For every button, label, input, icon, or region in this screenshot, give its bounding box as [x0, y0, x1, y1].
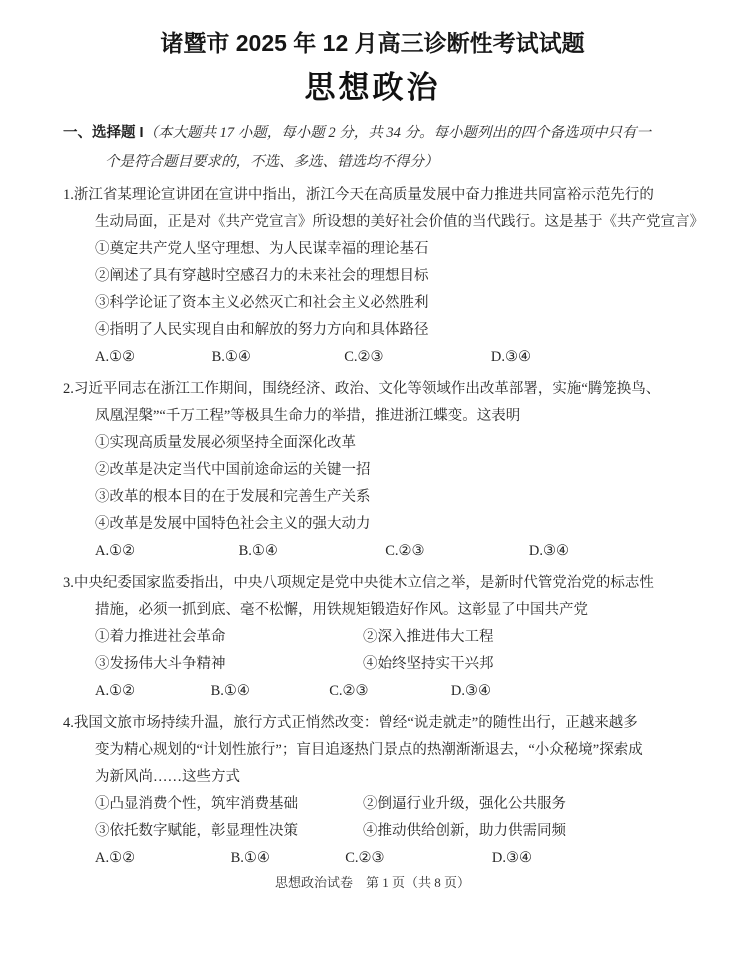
question-4-choices: [63, 845, 688, 872]
question-3-option-1: ①着力推进社会革命: [95, 629, 226, 645]
question-3-stem-line-2: 措施，必须一抓到底、毫不松懈，用铁规矩锻造好作风。这彰显了中国共产党: [95, 602, 588, 618]
question-2-choices: [63, 538, 688, 565]
question-1-choice-b: B.①④: [211, 349, 251, 365]
question-2-stem-line-2: 凤凰涅槃”“千万工程”等极具生命力的举措，推进浙江蝶变。这表明: [95, 408, 521, 424]
question-1-choice-d: D.③④: [490, 349, 531, 365]
question-1-option-4: ④指明了人民实现自由和解放的努力方向和具体路径: [95, 322, 429, 338]
question-2: [63, 376, 688, 565]
question-4: [63, 710, 688, 872]
question-4-option-1: ①凸显消费个性，筑牢消费基础: [95, 796, 298, 812]
question-1-option-2: ②阐述了具有穿越时空感召力的未来社会的理想目标: [95, 268, 429, 284]
question-3-option-row-2: [63, 651, 688, 678]
question-4-option-row-1: [63, 791, 688, 818]
exam-title: 诸暨市 2025 年 12 月高三诊断性考试试题: [160, 30, 585, 56]
section-heading: [63, 119, 688, 177]
question-3-option-row-1: [63, 624, 688, 651]
question-4-option-row-2: [63, 818, 688, 845]
question-1-option-1: ①奠定共产党人坚守理想、为人民谋幸福的理论基石: [95, 241, 429, 257]
question-4-option-4: ④推动供给创新，助力供需同频: [363, 823, 566, 839]
question-1-choice-a: A.①②: [95, 349, 136, 365]
question-4-stem-line-1: 4.我国文旅市场持续升温，旅行方式正悄然改变：曾经“说走就走”的随性出行，正越来越多: [63, 715, 638, 731]
exam-subject: 思想政治: [304, 70, 441, 105]
question-3-option-3: ③发扬伟大斗争精神: [95, 656, 226, 672]
question-3-choices: [63, 678, 688, 705]
question-2-option-3: ③改革的根本目的在于发展和完善生产关系: [95, 489, 371, 505]
question-4-choice-a: A.①②: [95, 850, 136, 866]
question-2-option-1: ①实现高质量发展必须坚持全面深化改革: [95, 435, 356, 451]
question-4-stem-line-2: 变为精心规划的“计划性旅行”；盲目追逐热门景点的热潮渐渐退去，“小众秘境”探索成: [95, 742, 643, 758]
question-4-choice-d: D.③④: [491, 850, 532, 866]
question-4-choice-b: B.①④: [230, 850, 270, 866]
section-label: 一、选择题 I: [63, 125, 144, 141]
section-instructions-line-2: 个是符合题目要求的，不选、多选、错选均不得分）: [105, 154, 439, 170]
question-3-choice-c: C.②③: [329, 683, 369, 699]
question-4-choice-c: C.②③: [345, 850, 385, 866]
section-instructions-line-1: （本大题共 17 小题，每小题 2 分，共 34 分。每小题列出的四个备选项中只有一: [143, 125, 652, 141]
question-1-stem-line-2: 生动局面，正是对《共产党宣言》所设想的美好社会价值的当代践行。这是基于《共产党宣言》: [95, 214, 704, 230]
question-3-option-2: ②深入推进伟大工程: [363, 629, 494, 645]
question-3-choice-d: D.③④: [450, 683, 491, 699]
question-1-option-3: ③科学论证了资本主义必然灭亡和社会主义必然胜利: [95, 295, 429, 311]
question-2-option-4: ④改革是发展中国特色社会主义的强大动力: [95, 516, 371, 532]
question-1-stem-line-1: 1.浙江省某理论宣讲团在宣讲中指出，浙江今天在高质量发展中奋力推进共同富裕示范先行的: [63, 187, 654, 203]
question-1-choices: [63, 344, 688, 371]
question-3-choice-a: A.①②: [95, 683, 136, 699]
question-1-choice-c: C.②③: [344, 349, 384, 365]
question-3-choice-b: B.①④: [210, 683, 250, 699]
question-4-stem-line-3: 为新风尚……这些方式: [95, 769, 240, 785]
question-4-option-2: ②倒逼行业升级，强化公共服务: [363, 796, 566, 812]
question-1: [63, 182, 704, 371]
question-2-choice-a: A.①②: [95, 543, 136, 559]
exam-body: [63, 119, 704, 872]
question-2-choice-b: B.①④: [238, 543, 278, 559]
question-2-choice-d: D.③④: [528, 543, 569, 559]
question-2-option-2: ②改革是决定当代中国前途命运的关键一招: [95, 462, 371, 478]
page-footer: 思想政治试卷 第 1 页（共 8 页）: [274, 875, 470, 890]
question-3: [63, 570, 688, 705]
question-3-stem-line-1: 3.中央纪委国家监委指出，中央八项规定是党中央徙木立信之举，是新时代管党治党的标志性: [63, 575, 654, 591]
question-3-option-4: ④始终坚持实干兴邦: [363, 656, 494, 672]
section-line-1: [63, 119, 688, 148]
question-4-option-3: ③依托数字赋能，彰显理性决策: [95, 823, 298, 839]
question-2-stem-line-1: 2.习近平同志在浙江工作期间，围绕经济、政治、文化等领域作出改革部署，实施“腾笼换鸟、: [63, 381, 661, 397]
question-2-choice-c: C.②③: [385, 543, 425, 559]
